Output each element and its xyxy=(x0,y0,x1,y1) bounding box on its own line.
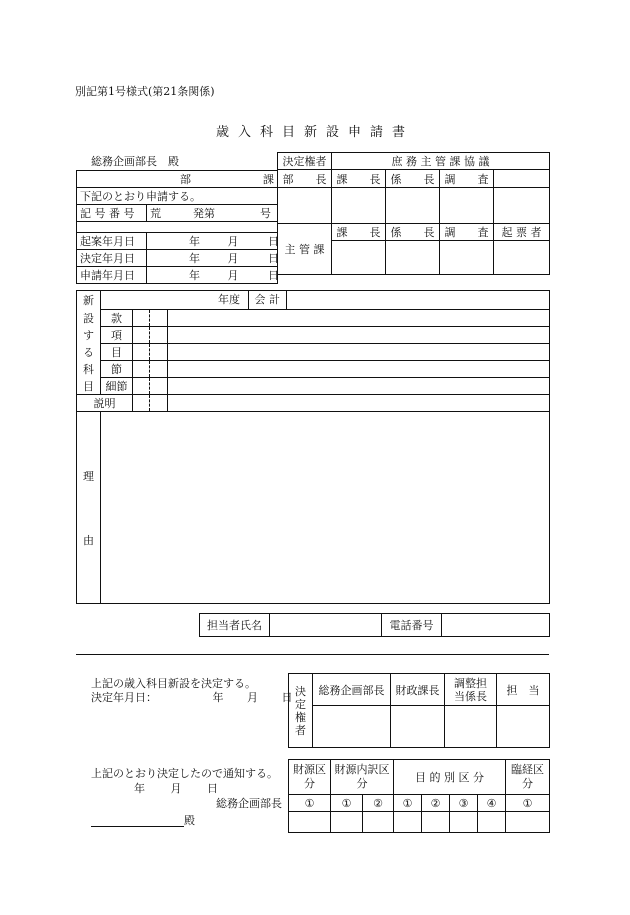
saisetsu-name[interactable] xyxy=(168,378,550,395)
notice-signer: 総務企画部長 xyxy=(216,797,282,810)
notice-date-line xyxy=(134,783,218,794)
sign-number-value[interactable] xyxy=(147,205,278,222)
side-char-1: 新 xyxy=(77,291,101,310)
seal-zaisei-kacho[interactable] xyxy=(391,706,445,748)
dept-row xyxy=(77,171,278,188)
chosa-label: 調 査 xyxy=(440,170,494,188)
kakaricho-label: 係 長 xyxy=(386,170,440,188)
gou-label: 号 xyxy=(260,207,271,220)
approval-table xyxy=(277,152,550,275)
num-cell: ① xyxy=(394,795,422,812)
seal-kakaricho-2[interactable] xyxy=(386,241,440,275)
month-label: 月 xyxy=(227,252,239,265)
nendo-label: 年度 xyxy=(218,293,240,306)
side-char-4: る xyxy=(77,344,101,361)
num-cell: ① xyxy=(506,795,550,812)
value-cell[interactable] xyxy=(289,812,331,833)
consultation-label: 庶 務 主 管 課 協 議 xyxy=(332,153,550,170)
side-char-3: す xyxy=(77,327,101,344)
setsu-name[interactable] xyxy=(168,361,550,378)
setsu-code-2[interactable] xyxy=(150,361,168,378)
hatsu-label: 発第 xyxy=(193,207,215,220)
col-chosei-text: 調整担当係長 xyxy=(454,676,487,703)
form-title: 歳入科目新設申請書 xyxy=(215,125,414,140)
section-label: 課 xyxy=(263,173,274,186)
kan-code-2[interactable] xyxy=(150,310,168,327)
form-id: 別記第1号様式(第21条関係) xyxy=(75,85,215,98)
year-label: 年 xyxy=(189,269,200,282)
month-label: 月 xyxy=(227,235,239,248)
zaigen-kubun-header xyxy=(289,760,331,795)
seal-chosa-2[interactable] xyxy=(440,241,494,275)
draft-date-label: 起案年月日 xyxy=(77,233,147,250)
item-setsu-label: 節 xyxy=(101,361,133,378)
dono-label: 殿 xyxy=(184,814,195,827)
classification-table xyxy=(288,759,550,833)
col-tanto: 担 当 xyxy=(497,674,550,706)
seal-chosa[interactable] xyxy=(440,188,494,224)
reason-field[interactable] xyxy=(101,412,550,604)
riyu-label xyxy=(77,412,101,604)
decision-date-line xyxy=(91,692,293,703)
seal-kakaricho[interactable] xyxy=(386,188,440,224)
recipient-line[interactable] xyxy=(91,826,184,827)
seal-bucho[interactable] xyxy=(278,188,332,224)
kou-code-2[interactable] xyxy=(150,327,168,344)
item-moku-label: 目 xyxy=(101,344,133,361)
item-kou-label: 項 xyxy=(101,327,133,344)
value-cell[interactable] xyxy=(363,812,394,833)
riyu-char-1: 理 xyxy=(83,469,94,483)
moku-name[interactable] xyxy=(168,344,550,361)
section-divider xyxy=(76,654,549,655)
sign-number-label: 記 号 番 号 xyxy=(77,205,147,222)
kakaricho-label-2: 係 長 xyxy=(386,224,440,241)
zaigen-kubun-text: 財源区分 xyxy=(293,763,326,790)
num-cell: ① xyxy=(331,795,363,812)
col-zaisei-kacho: 財政課長 xyxy=(391,674,445,706)
rinkei-kubun-text: 臨経区分 xyxy=(511,763,544,790)
value-cell[interactable] xyxy=(422,812,450,833)
final-approver-text: 決定権者 xyxy=(295,684,306,737)
kacho-label: 課 長 xyxy=(332,170,386,188)
contact-name-label: 担当者氏名 xyxy=(200,614,270,637)
contact-table xyxy=(199,613,550,637)
col-chosei-kakaricho xyxy=(445,674,497,706)
item-kan-label: 款 xyxy=(101,310,133,327)
zaigen-uchiwake-text: 財源内訳区分 xyxy=(334,763,390,790)
kacho-label-2: 課 長 xyxy=(332,224,386,241)
application-date-label: 申請年月日 xyxy=(77,267,147,284)
decision-text: 上記の歳入科目新設を決定する。 xyxy=(91,677,256,690)
riyu-char-2: 由 xyxy=(83,533,94,547)
value-cell[interactable] xyxy=(506,812,550,833)
decision-date-label: 決定年月日 xyxy=(77,250,147,267)
shukan-ka-label: 主 管 課 xyxy=(278,224,332,275)
seal-tanto[interactable] xyxy=(497,706,550,748)
kou-name[interactable] xyxy=(168,327,550,344)
addressee: 総務企画部長 殿 xyxy=(91,155,179,168)
seal-kacho[interactable] xyxy=(332,188,386,224)
year-label: 年 xyxy=(134,782,145,795)
applicant-table xyxy=(76,170,278,284)
decision-date-label-2: 決定年月日： xyxy=(91,691,157,704)
side-char-5: 科 xyxy=(77,361,101,378)
saisetsu-code-2[interactable] xyxy=(150,378,168,395)
num-cell: ② xyxy=(422,795,450,812)
saisetsu-code-1[interactable] xyxy=(133,378,150,395)
zaigen-uchiwake-header xyxy=(331,760,394,795)
value-cell[interactable] xyxy=(450,812,478,833)
final-approval-table xyxy=(288,673,550,748)
setsumei-value[interactable] xyxy=(168,395,550,412)
day-label: 日 xyxy=(268,235,279,248)
col-soumu-bucho: 総務企画部長 xyxy=(313,674,391,706)
nendo-row[interactable] xyxy=(101,291,550,310)
seal-soumu-bucho[interactable] xyxy=(313,706,391,748)
decision-authority-label: 決定権者 xyxy=(278,153,332,170)
day-label: 日 xyxy=(281,691,293,704)
kan-name[interactable] xyxy=(168,310,550,327)
value-cell[interactable] xyxy=(478,812,506,833)
num-cell: ① xyxy=(289,795,331,812)
num-cell: ③ xyxy=(450,795,478,812)
kou-code-1[interactable] xyxy=(133,327,150,344)
contact-name-field[interactable] xyxy=(270,614,382,637)
year-label: 年 xyxy=(189,252,200,265)
chosa-label-2: 調 査 xyxy=(440,224,494,241)
month-label: 月 xyxy=(247,691,258,704)
seal-kacho-2[interactable] xyxy=(332,241,386,275)
application-date-value[interactable] xyxy=(147,267,278,284)
moku-code-1[interactable] xyxy=(133,344,150,361)
setsu-code-1[interactable] xyxy=(133,361,150,378)
seal-kihyosha[interactable] xyxy=(494,241,550,275)
phone-label: 電話番号 xyxy=(382,614,442,637)
ara-label: 荒 xyxy=(150,207,161,220)
month-label: 月 xyxy=(170,782,182,795)
side-char-2: 設 xyxy=(77,310,101,327)
kaikei-label: 会 計 xyxy=(248,291,288,309)
seal-blank[interactable] xyxy=(494,188,550,224)
final-approver-label xyxy=(289,674,313,748)
day-label: 日 xyxy=(268,252,279,265)
seal-chosei[interactable] xyxy=(445,706,497,748)
month-label: 月 xyxy=(227,269,239,282)
kihyosha-label: 起 票 者 xyxy=(494,224,550,241)
dept-label: 部 xyxy=(180,173,191,186)
setsumei-label: 説明 xyxy=(77,395,133,412)
setsumei-code-1[interactable] xyxy=(133,395,150,412)
draft-date-value[interactable] xyxy=(147,233,278,250)
value-cell[interactable] xyxy=(331,812,363,833)
phone-field[interactable] xyxy=(442,614,550,637)
kan-code-1[interactable] xyxy=(133,310,150,327)
rinkei-kubun-header xyxy=(506,760,550,795)
day-label: 日 xyxy=(207,782,218,795)
item-saisetsu-label: 細節 xyxy=(101,378,133,395)
setsumei-code-2[interactable] xyxy=(150,395,168,412)
year-label: 年 xyxy=(212,691,224,704)
year-label: 年 xyxy=(189,235,200,248)
decision-date-value[interactable] xyxy=(147,250,278,267)
num-cell: ④ xyxy=(478,795,506,812)
blank-header xyxy=(494,170,550,188)
moku-code-2[interactable] xyxy=(150,344,168,361)
num-cell: ② xyxy=(363,795,394,812)
value-cell[interactable] xyxy=(394,812,422,833)
request-text: 下記のとおり申請する。 xyxy=(77,188,278,205)
bucho-label: 部 長 xyxy=(278,170,332,188)
notice-text: 上記のとおり決定したので通知する。 xyxy=(91,767,278,780)
mokuteki-kubun-header: 目 的 別 区 分 xyxy=(394,760,506,795)
item-table xyxy=(76,290,550,604)
day-label: 日 xyxy=(268,269,279,282)
side-char-6: 目 xyxy=(77,378,101,395)
